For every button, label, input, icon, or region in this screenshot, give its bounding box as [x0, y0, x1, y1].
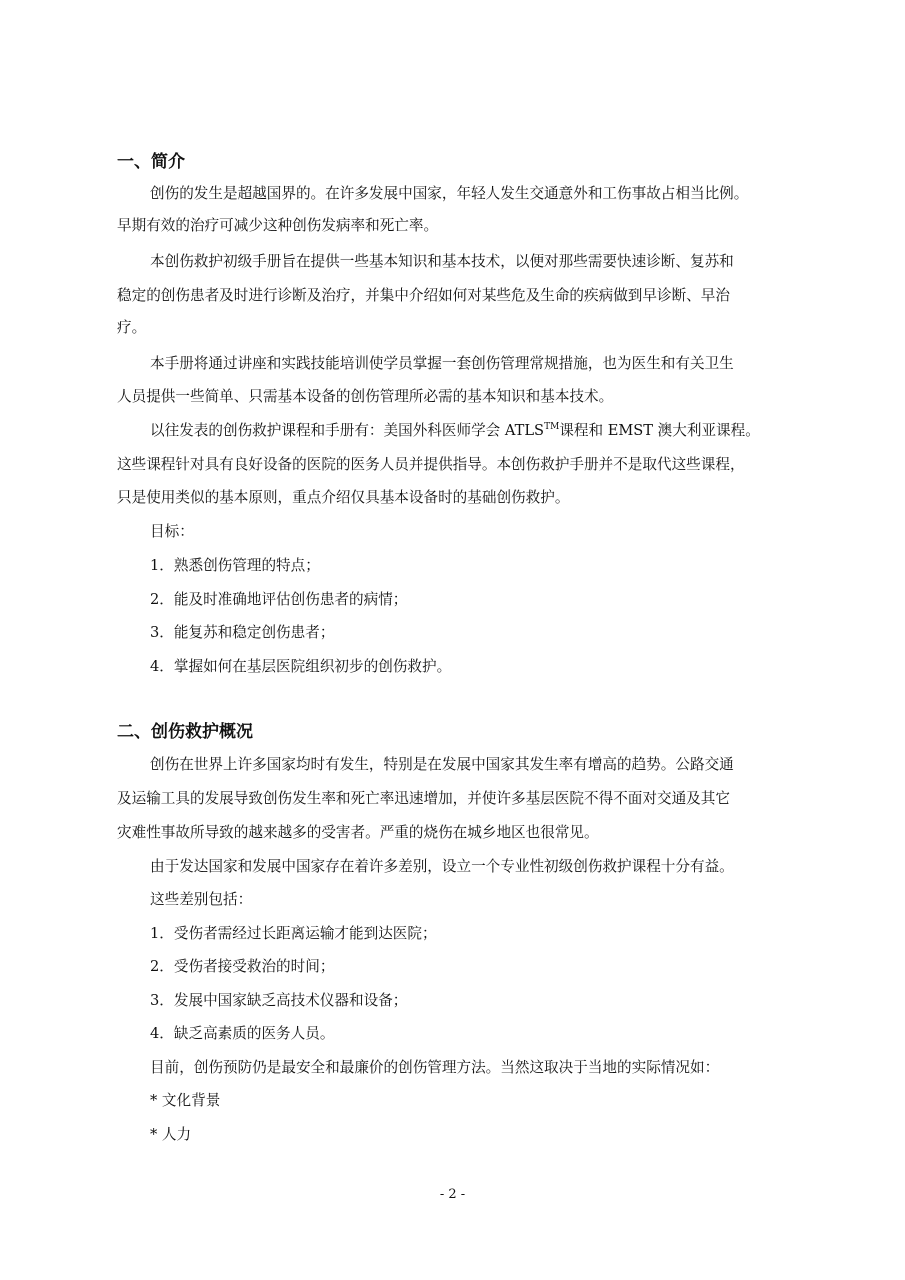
goal-item-3: 3．能复苏和稳定创伤患者； [150, 624, 335, 641]
s1-p4-line-1a: 以往发表的创伤救护课程和手册有：美国外科医师学会 ATLS [150, 422, 545, 439]
s1-p3-line-1: 本手册将通过讲座和实践技能培训使学员掌握一套创伤管理常规措施，也为医生和有关卫生 [150, 355, 734, 372]
s2-p2: 由于发达国家和发展中国家存在着许多差别，设立一个专业性初级创伤救护课程十分有益。 [150, 858, 734, 875]
s2-p3: 目前，创伤预防仍是最安全和最廉价的创伤管理方法。当然这取决于当地的实际情况如： [150, 1059, 720, 1076]
bullet-item-1: * 文化背景 [150, 1092, 221, 1109]
goals-label: 目标： [150, 523, 194, 540]
s1-p1-line-2: 早期有效的治疗可减少这种创伤发病率和死亡率。 [117, 217, 439, 234]
bullet-item-2: * 人力 [150, 1126, 192, 1143]
s1-p2-line-2: 稳定的创伤患者及时进行诊断及治疗，并集中介绍如何对某些危及生命的疾病做到早诊断、早治 [117, 287, 730, 304]
section-1-heading: 一、简介 [117, 152, 185, 172]
diff-item-4: 4．缺乏高素质的医务人员。 [150, 1025, 335, 1042]
s1-p2-line-1: 本创伤救护初级手册旨在提供一些基本知识和基本技术，以便对那些需要快速诊断、复苏和 [150, 253, 734, 270]
goal-item-1: 1．熟悉创伤管理的特点； [150, 557, 320, 574]
s2-p1-line-1: 创伤在世界上许多国家均时有发生，特别是在发展中国家其发生率有增高的趋势。公路交通 [150, 756, 734, 773]
diff-item-1: 1．受伤者需经过长距离运输才能到达医院； [150, 925, 437, 942]
s1-p4-line-2: 这些课程针对具有良好设备的医院的医务人员并提供指导。本创伤救护手册并不是取代这些课程， [117, 456, 745, 473]
s2-p1-line-3: 灾难性事故所导致的越来越多的受害者。严重的烧伤在城乡地区也很常见。 [117, 824, 599, 841]
diff-item-3: 3．发展中国家缺乏高技术仪器和设备； [150, 992, 408, 1009]
s1-p1-line-1: 创伤的发生是超越国界的。在许多发展中国家，年轻人发生交通意外和工伤事故占相当比例。 [150, 185, 749, 202]
s2-p1-line-2: 及运输工具的发展导致创伤发生率和死亡率迅速增加，并使许多基层医院不得不面对交通及其它 [117, 790, 730, 807]
s1-p2-line-3: 疗。 [117, 319, 147, 336]
s1-p4-line-1 [150, 421, 760, 441]
s1-p4-line-1b: 课程和 EMST 澳大利亚课程。 [559, 422, 760, 439]
trademark-superscript: TM [544, 422, 560, 433]
s1-p4-line-3: 只是使用类似的基本原则，重点介绍仅具基本设备时的基础创伤救护。 [117, 489, 570, 506]
diff-item-2: 2．受伤者接受救治的时间； [150, 958, 335, 975]
diff-label: 这些差别包括： [150, 891, 253, 908]
goal-item-2: 2．能及时准确地评估创伤患者的病情； [150, 591, 408, 608]
s1-p3-line-2: 人员提供一些简单、只需基本设备的创伤管理所必需的基本知识和基本技术。 [117, 388, 614, 405]
page-number: - 2 - [439, 1187, 466, 1202]
section-2-heading: 二、创伤救护概况 [117, 722, 253, 742]
goal-item-4: 4．掌握如何在基层医院组织初步的创伤救护。 [150, 658, 452, 675]
